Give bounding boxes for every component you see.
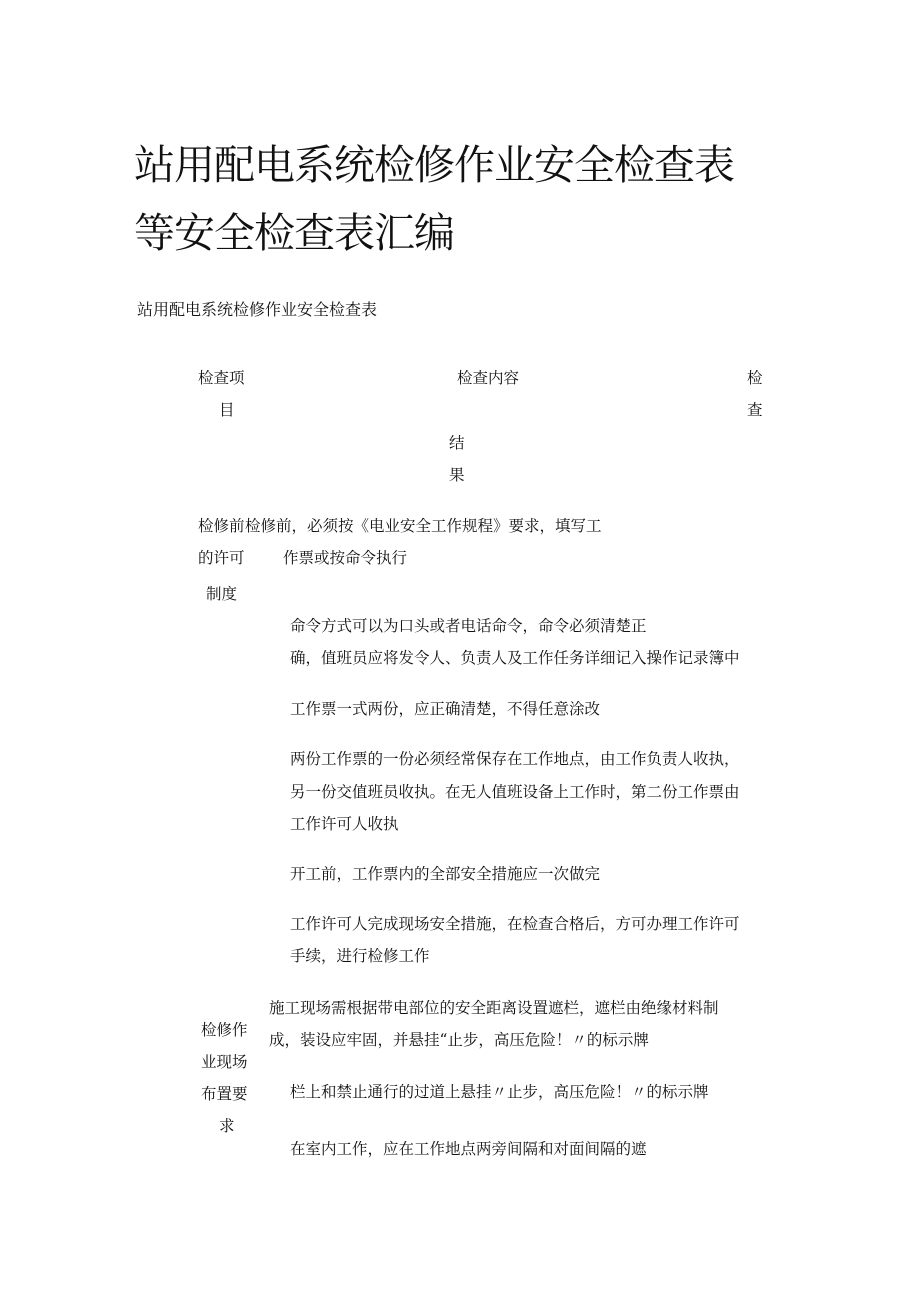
check-item-text: 检修前，必须按《电业安全工作规程》要求，填写工: [245, 517, 602, 535]
section-label: 制度: [206, 585, 238, 603]
check-item-text: 确，值班员应将发令人、负责人及工作任务详细记入操作记录簿中: [290, 649, 740, 667]
check-item-text: 在室内工作，应在工作地点两旁间隔和对面间隔的遮: [290, 1140, 647, 1158]
table-caption: 站用配电系统检修作业安全检查表: [137, 300, 378, 319]
check-item-text: 两份工作票的一份必须经常保存在工作地点，由工作负责人收执，: [290, 750, 740, 768]
check-item-text: 成，装设应牢固，并悬挂“止步，高压危险！〃的标示牌: [269, 1031, 649, 1049]
header-item-label: 检查项: [198, 369, 245, 387]
check-item-text: 工作许可人收执: [290, 815, 399, 833]
section-label: 的许可: [198, 549, 245, 567]
section-label: 布置要: [201, 1085, 248, 1103]
document-title-line-2: 等安全检查表汇编: [134, 209, 454, 257]
header-item-label-cont: 目: [219, 401, 235, 419]
document-title-line-1: 站用配电系统检修作业安全检查表: [134, 141, 734, 189]
header-result-label: 检: [747, 369, 763, 387]
section-label: 业现场: [201, 1053, 248, 1071]
section-label: 检修作: [201, 1021, 248, 1039]
header-result-label-cont: 果: [449, 466, 465, 484]
check-item-text: 命令方式可以为口头或者电话命令，命令必须清楚正: [290, 617, 647, 635]
check-item-text: 作票或按命令执行: [283, 549, 408, 567]
check-item-text: 工作票一式两份，应正确清楚，不得任意涂改: [290, 700, 601, 718]
section-label: 检修前: [198, 517, 245, 535]
header-result-label-cont: 结: [449, 434, 465, 452]
header-result-label-cont: 查: [747, 401, 763, 419]
check-item-text: 施工现场需根据带电部位的安全距离设置遮栏，遮栏由绝缘材料制: [269, 999, 719, 1017]
check-item-text: 手续，进行检修工作: [290, 947, 430, 965]
check-item-text: 开工前，工作票内的全部安全措施应一次做完: [290, 865, 601, 883]
check-item-text: 另一份交值班员收执。在无人值班设备上工作时，第二份工作票由: [290, 783, 740, 801]
header-content-label: 检查内容: [457, 369, 520, 387]
section-label: 求: [219, 1117, 235, 1135]
check-item-text: 工作许可人完成现场安全措施，在检查合格后，方可办理工作许可: [290, 915, 740, 933]
check-item-text: 栏上和禁止通行的过道上悬挂〃止步，高压危险！〃的标示牌: [290, 1083, 709, 1101]
